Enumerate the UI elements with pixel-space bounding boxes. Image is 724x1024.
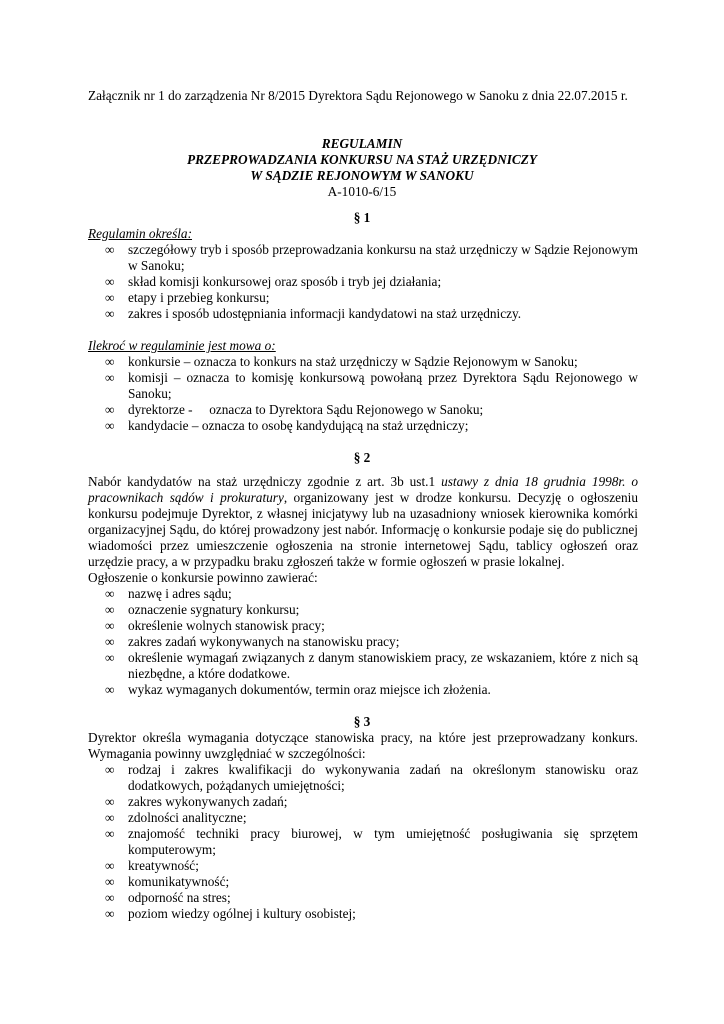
infinity-bullet-icon: ∞ — [105, 874, 115, 889]
list-item: ∞ określenie wymagań związanych z danym stanowiskiem pracy, ze wskazaniem, które z nich są niezbędne, a które dodatkowe. — [105, 650, 638, 681]
title-line-1: REGULAMIN — [321, 136, 403, 151]
list-item: ∞ komisji – oznacza to komisję konkursową powołaną przez Dyrektora Sądu Rejonowego w Sanoku; — [105, 370, 638, 401]
list-item: ∞ zakres wykonywanych zadań; — [105, 794, 288, 809]
section-1-list-2 — [88, 338, 638, 434]
list-item: ∞ dyrektorze - oznacza to Dyrektora Sądu Rejonowego w Sanoku; — [105, 402, 484, 417]
title-line-3: W SĄDZIE REJONOWYM W SANOKU — [250, 168, 474, 183]
infinity-bullet-icon: ∞ — [105, 618, 115, 633]
list-item: ∞ nazwę i adres sądu; — [105, 586, 232, 601]
infinity-bullet-icon: ∞ — [105, 810, 115, 825]
document-signature: A-1010-6/15 — [327, 184, 397, 199]
list-item: ∞ odporność na stres; — [105, 890, 231, 905]
section-2-body — [88, 474, 638, 698]
section-3-heading: § 3 — [353, 714, 371, 729]
infinity-bullet-icon: ∞ — [105, 306, 115, 321]
infinity-bullet-icon: ∞ — [105, 402, 115, 417]
infinity-bullet-icon: ∞ — [105, 634, 115, 649]
section-3-body — [88, 730, 638, 922]
list-item: ∞ konkursie – oznacza to konkurs na staż urzędniczy w Sądzie Rejonowym w Sanoku; — [105, 354, 578, 369]
infinity-bullet-icon: ∞ — [105, 906, 115, 921]
infinity-bullet-icon: ∞ — [105, 858, 115, 873]
list-item: ∞ zdolności analityczne; — [105, 810, 247, 825]
section-2-heading: § 2 — [353, 450, 371, 465]
section-1-heading: § 1 — [353, 210, 371, 225]
section-1-list-1 — [88, 226, 638, 322]
attachment-line: Załącznik nr 1 do zarządzenia Nr 8/2015 Dyrektora Sądu Rejonowego w Sanoku z dnia 22.07.2015 r. — [88, 88, 628, 103]
infinity-bullet-icon: ∞ — [105, 290, 115, 305]
list-intro: Regulamin określa: — [88, 226, 193, 241]
list-item: ∞ kandydacie – oznacza to osobę kandydującą na staż urzędniczy; — [105, 418, 469, 433]
infinity-bullet-icon: ∞ — [105, 794, 115, 809]
list-item: ∞ wykaz wymaganych dokumentów, termin oraz miejsce ich złożenia. — [105, 682, 491, 697]
infinity-bullet-icon: ∞ — [105, 650, 115, 665]
title-line-2: PRZEPROWADZANIA KONKURSU NA STAŻ URZĘDNICZY — [187, 152, 537, 167]
infinity-bullet-icon: ∞ — [105, 762, 115, 777]
list-intro: Ogłoszenie o konkursie powinno zawierać: — [88, 570, 318, 585]
list-intro: Ilekroć w regulaminie jest mowa o: — [88, 338, 276, 353]
infinity-bullet-icon: ∞ — [105, 826, 115, 841]
infinity-bullet-icon: ∞ — [105, 354, 115, 369]
infinity-bullet-icon: ∞ — [105, 890, 115, 905]
infinity-bullet-icon: ∞ — [105, 418, 115, 433]
list-item: ∞ rodzaj i zakres kwalifikacji do wykonywania zadań na określonym stanowisku oraz dodatkowych, pożądanych umiejętności; — [105, 762, 638, 793]
infinity-bullet-icon: ∞ — [105, 242, 115, 257]
list-item: ∞ określenie wolnych stanowisk pracy; — [105, 618, 325, 633]
section-2-paragraph: Nabór kandydatów na staż urzędniczy zgodnie z art. 3b ust.1 ustawy z dnia 18 grudnia 1998r. o pracownikach sądów i prokuratury, organizowany jest w drodze konkursu. Decyzję o ogłoszeniu konkursu podejmuje Dyrektor, z własnej inicjatywy lub na uzasadniony wniosek kierownika komórki organizacyjnej Sądu, do której prowadzony jest nabór. Informację o konkursie podaje się do publicznej wiadomości przez umieszczenie ogłoszenia na stronie internetowej Sądu, tablicy ogłoszeń oraz urzędzie pracy, a w przypadku braku zgłoszeń także w formie ogłoszeń w prasie lokalnej. — [88, 474, 639, 569]
list-item: ∞ poziom wiedzy ogólnej i kultury osobistej; — [105, 906, 356, 921]
infinity-bullet-icon: ∞ — [105, 602, 115, 617]
infinity-bullet-icon: ∞ — [105, 370, 115, 385]
list-item: ∞ etapy i przebieg konkursu; — [105, 290, 270, 305]
list-item: ∞ oznaczenie sygnatury konkursu; — [105, 602, 300, 617]
list-item: ∞ skład komisji konkursowej oraz sposób i tryb jej działania; — [105, 274, 442, 289]
list-item: ∞ zakres i sposób udostępniania informacji kandydatowi na staż urzędniczy. — [105, 306, 522, 321]
infinity-bullet-icon: ∞ — [105, 274, 115, 289]
infinity-bullet-icon: ∞ — [105, 586, 115, 601]
infinity-bullet-icon: ∞ — [105, 682, 115, 697]
section-3-paragraph: Dyrektor określa wymagania dotyczące stanowiska pracy, na które jest przeprowadzany konkurs. Wymagania powinny uwzględniać w szczególności: — [88, 730, 638, 761]
list-item: ∞ szczegółowy tryb i sposób przeprowadzania konkursu na staż urzędniczy w Sądzie Rejonowym w Sanoku; — [105, 242, 638, 273]
list-item: ∞ zakres zadań wykonywanych na stanowisku pracy; — [105, 634, 400, 649]
list-item: ∞ komunikatywność; — [105, 874, 230, 889]
list-item: ∞ znajomość techniki pracy biurowej, w tym umiejętność posługiwania się sprzętem komputerowym; — [105, 826, 638, 857]
document-title — [0, 136, 724, 200]
list-item: ∞ kreatywność; — [105, 858, 199, 873]
